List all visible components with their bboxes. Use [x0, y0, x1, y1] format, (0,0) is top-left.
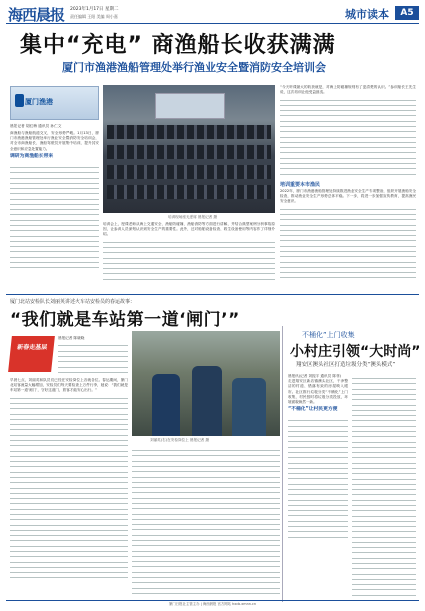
fishing-port-logo-image	[10, 86, 99, 120]
section-title: 城市读本	[345, 8, 389, 21]
audience-row	[107, 185, 271, 199]
story2-headline: “我们就是车站第一道‘闸门’”	[10, 310, 240, 330]
audience-row	[107, 165, 271, 179]
person	[192, 366, 222, 436]
sidebar-heading: 培训重要本市渔民	[280, 182, 321, 188]
story2-photo-caption: 刘丽英(右)在安检岗位上 晨报记者 摄	[150, 438, 209, 442]
column-rule	[282, 326, 283, 602]
story1-sidebar	[280, 85, 416, 180]
page-number: A5	[395, 6, 419, 20]
projector-screen	[155, 93, 225, 119]
story1-body: 培训会上，授课老师从海上交通安全、渔船防碰撞、渔船消防等方面进行讲解，并结合典型案例分析事故原因，让参训人员深刻认识到安全生产的重要性。此外，还对船舶设备检查、救生设备使用等内容作了详细介绍。	[103, 222, 275, 237]
story2-col2	[132, 446, 280, 596]
sidebar-intro: “今天听课最大的收获就是，对海上防碰撞规则有了更清楚的认识。”参训船长王先生说，这次培训让他受益匪浅。	[280, 85, 416, 95]
body-text-lines	[280, 205, 416, 279]
story1-headline: 集中“充电” 商渔船长收获满满	[20, 33, 336, 58]
anchor-icon	[15, 94, 24, 107]
section-divider	[6, 294, 419, 295]
body-text-lines	[352, 374, 416, 596]
body-text-lines	[58, 341, 128, 373]
paper-logo: 海西晨报	[8, 6, 65, 24]
story2-col1	[10, 378, 128, 596]
story2-byline: 晨报记者 陈晓晓	[58, 336, 85, 340]
body-text-lines	[280, 95, 416, 174]
sidebar-text: 2022年，厦门市渔港渔船管理处持续推进渔业安全生产专项整治，组织开展渔船安全检查，推动渔业安全生产形势总体平稳。下一步，将进一步加强宣传教育，提高渔民安全意识。	[280, 189, 416, 204]
story1-photo-caption: 培训现场座无虚席 晨报记者 摄	[168, 215, 218, 219]
story2-kicker: 厦门北站安检队长刘丽英讲述火车站安检员的春运故事：	[10, 299, 136, 305]
new-year-badge: 新春走基层	[8, 336, 55, 372]
story1-col1	[10, 131, 99, 291]
story2-byline-box	[58, 336, 128, 376]
story1-lead: 商渔船与渔船航道交叉，安全形势严峻。1月13日，厦门市渔港渔船管理处举行渔业安全暨消防安全培训会，对全市商渔船长、渔船驾驶员开展集中培训，提升其安全意识和应急处置能力。	[10, 131, 99, 151]
story3-subhead: “不桶化”让村民更方便	[288, 407, 338, 413]
page-footer: 厦门日报社主管主办 | 海西晨报 官方网站 hxcb.xmnn.cn	[6, 600, 419, 607]
story2-body: 早晨七点，刘丽英和队员们已经在安检岗位上各就各位。春运期间，厦门北站客流量大幅增加，安检员们每天要检查上万件行李，她说：“我们就是车站第一道‘闸门’，守好这道门，旅客才能安心出行。”	[10, 378, 128, 393]
story1-col2	[103, 222, 275, 290]
editor-credit: 责任编辑 王阳 美编 周小嘉	[70, 14, 118, 19]
story3-body: 走进翔安区新店镇澳头社区，干净整洁的村道、错落有致的房屋映入眼帘。社区推行垃圾分类“不桶化”上门收集，村民按时将垃圾分类投放，环境面貌焕然一新。	[288, 379, 348, 405]
body-text-lines	[10, 163, 99, 269]
story3-subheadline: 翔安区澳头社区打造垃圾分类“澳头模式”	[296, 362, 396, 368]
story3-kicker: 不桶化”上门收集	[302, 331, 355, 339]
training-session-photo	[103, 85, 275, 213]
story3-headline: 小村庄引领“大时尚”	[290, 344, 421, 360]
story3-col2	[352, 374, 416, 596]
audience-row	[107, 125, 271, 139]
issue-date: 2023年1月17日 星期二	[70, 7, 119, 12]
person	[232, 378, 266, 436]
body-text-lines	[10, 394, 128, 579]
story1-sidebar-body	[280, 189, 416, 291]
audience-row	[107, 145, 271, 159]
body-text-lines	[132, 446, 280, 594]
story3-byline: 晨报讯(记者 刘振宇 通讯员 陈菲)	[288, 374, 341, 378]
person	[152, 374, 180, 436]
body-text-lines	[103, 238, 275, 280]
story1-subhead: 调研为商渔船长带来	[10, 153, 54, 159]
masthead	[6, 4, 419, 24]
security-check-photo	[132, 331, 280, 436]
body-text-lines	[288, 416, 348, 537]
image-logo-text: 厦门渔港	[25, 98, 53, 106]
story3-col1	[288, 374, 348, 596]
story1-byline: 晨报记者 胡红梅 通讯员 孙仁文	[10, 124, 62, 128]
story1-subheadline: 厦门市渔港渔船管理处举行渔业安全暨消防安全培训会	[62, 61, 326, 74]
